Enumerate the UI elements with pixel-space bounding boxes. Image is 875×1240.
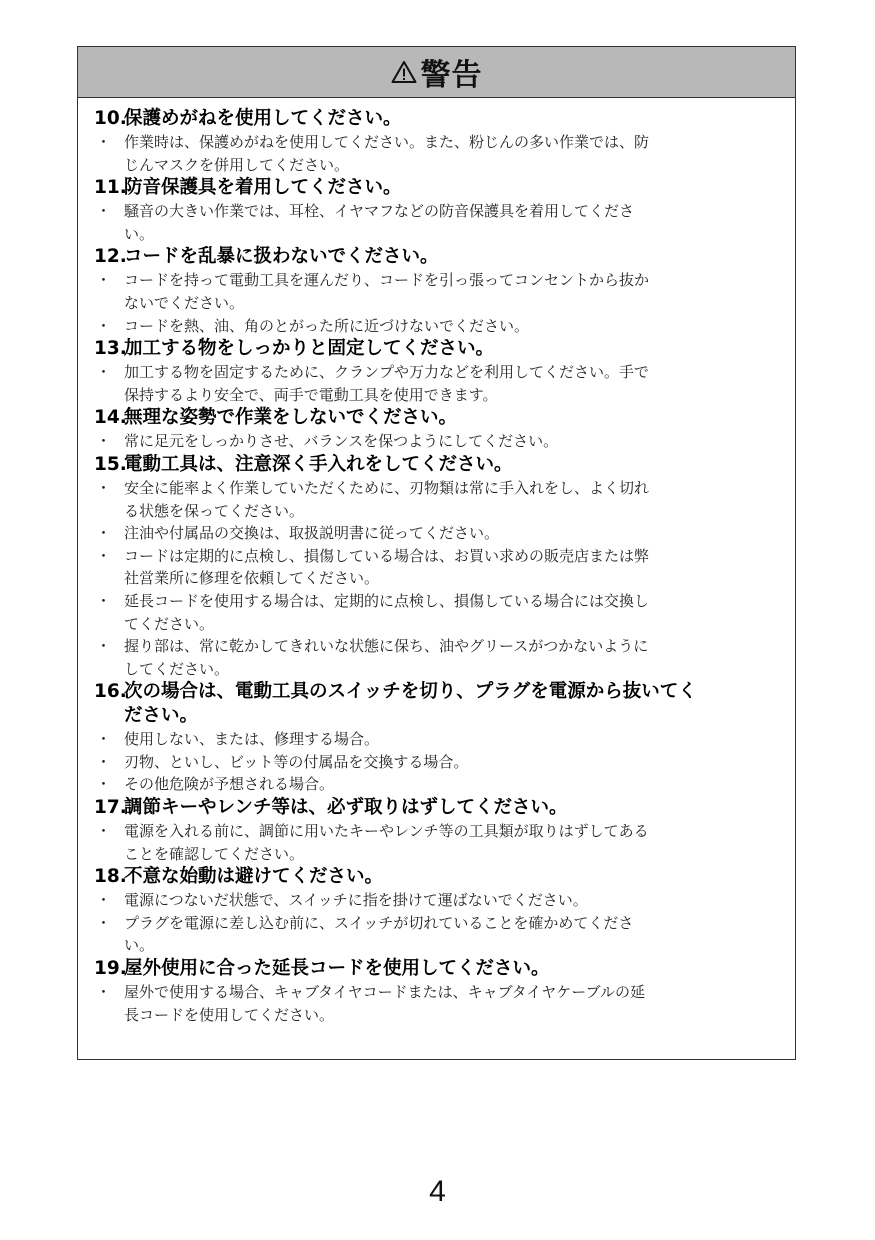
bullet-item (94, 820, 777, 865)
bullet-item (94, 728, 777, 751)
bullet-line: 延長コードを使用する場合は、定期的に点検し、損傷している場合には交換し (124, 591, 650, 610)
bullet-mark: ・ (96, 316, 112, 335)
bullet-line: じんマスクを併用してください。 (124, 155, 350, 174)
bullet-mark: ・ (96, 822, 112, 841)
bullet-text (124, 590, 777, 635)
bullet-line: 作業時は、保護めがねを使用してください。また、粉じんの多い作業では、防 (124, 133, 650, 151)
bullet-text (124, 315, 777, 338)
section-number: 18. (94, 866, 127, 888)
page-number: 4 (429, 1175, 446, 1208)
warning-section (94, 107, 777, 176)
section-heading (94, 337, 777, 361)
bullet-line: コードは定期的に点検し、損傷している場合は、お買い求めの販売店または弊 (124, 546, 650, 565)
bullet-text (124, 200, 777, 245)
bullet-mark: ・ (96, 546, 112, 565)
bullet-line: 電源を入れる前に、調節に用いたキーやレンチ等の工具類が取りはずしてある (124, 822, 649, 841)
bullet-item (94, 590, 777, 635)
bullet-item (94, 751, 777, 774)
bullet-text (124, 361, 777, 406)
bullet-mark: ・ (96, 637, 112, 656)
bullet-line: 安全に能率よく作業していただくために、刃物類は常に手入れをし、よく切れ (124, 478, 650, 497)
bullet-mark: ・ (96, 432, 112, 451)
warning-body (78, 98, 795, 1026)
section-title: 電動工具は、注意深く手入れをしてください。 (124, 453, 513, 475)
section-heading (94, 453, 777, 477)
bullet-mark: ・ (96, 271, 112, 290)
section-number: 11. (94, 177, 127, 199)
bullet-line: ことを確認してください。 (124, 844, 305, 863)
section-number: 15. (94, 453, 127, 475)
bullet-text (124, 912, 777, 957)
bullet-text (124, 889, 777, 912)
section-heading (94, 796, 777, 820)
bullet-mark: ・ (96, 752, 112, 771)
section-heading (94, 176, 777, 200)
bullet-line: 社営業所に修理を依頼してください。 (124, 569, 380, 588)
bullet-item (94, 889, 777, 912)
bullet-mark: ・ (96, 202, 112, 221)
bullet-text (124, 430, 777, 453)
section-title-line: ださい。 (124, 705, 199, 727)
bullet-mark: ・ (96, 133, 112, 151)
bullet-item (94, 131, 777, 176)
bullet-line: 注油や付属品の交換は、取扱説明書に従ってください。 (124, 524, 500, 543)
bullet-mark: ・ (96, 913, 112, 932)
bullet-mark: ・ (96, 524, 112, 543)
section-title: 不意な始動は避けてください。 (124, 866, 384, 888)
bullet-mark: ・ (96, 591, 112, 610)
warning-section (94, 957, 777, 1026)
warning-section (94, 245, 777, 337)
section-number: 13. (94, 338, 127, 360)
bullet-item (94, 361, 777, 406)
bullet-item (94, 200, 777, 245)
section-heading (94, 865, 777, 889)
bullet-item (94, 522, 777, 545)
bullet-mark: ・ (96, 775, 112, 794)
bullet-item (94, 477, 777, 522)
warning-section (94, 865, 777, 957)
bullet-mark: ・ (96, 363, 112, 382)
bullet-text (124, 773, 777, 796)
bullet-line: 電源につないだ状態で、スイッチに指を掛けて運ばないでください。 (124, 891, 588, 910)
bullet-mark: ・ (96, 891, 112, 910)
bullet-text (124, 751, 777, 774)
warning-section (94, 337, 777, 406)
warning-section (94, 680, 777, 796)
bullet-line: 加工する物を固定するために、クランプや万力などを利用してください。手で (124, 363, 650, 382)
bullet-line: 騒音の大きい作業では、耳栓、イヤマフなどの防音保護具を着用してくださ (124, 202, 635, 221)
bullet-text (124, 477, 777, 522)
section-number: 17. (94, 797, 127, 819)
bullet-line: コードを熱、油、角のとがった所に近づけないでください。 (124, 316, 530, 335)
bullet-text (124, 522, 777, 545)
bullet-line: その他危険が予想される場合。 (124, 775, 335, 794)
section-number: 16. (94, 681, 127, 703)
bullet-line: 長コードを使用してください。 (124, 1005, 335, 1024)
section-number: 19. (94, 958, 127, 980)
bullet-text (124, 269, 777, 314)
section-number: 14. (94, 407, 127, 429)
section-heading (94, 957, 777, 981)
bullet-item (94, 981, 777, 1026)
bullet-line: てください。 (124, 614, 215, 633)
section-title: 加工する物をしっかりと固定してください。 (124, 338, 495, 360)
bullet-line: してください。 (124, 659, 230, 678)
warning-section (94, 406, 777, 453)
bullet-line: 屋外で使用する場合、キャブタイヤコードまたは、キャブタイヤケーブルの延 (124, 983, 645, 1002)
section-heading (94, 406, 777, 430)
bullet-text (124, 545, 777, 590)
section-title: 屋外使用に合った延長コードを使用してください。 (124, 958, 550, 980)
bullet-line: 使用しない、または、修理する場合。 (124, 730, 380, 749)
section-heading (94, 680, 777, 728)
bullet-mark: ・ (96, 983, 112, 1002)
warning-section (94, 176, 777, 245)
bullet-line: プラグを電源に差し込む前に、スイッチが切れていることを確かめてくださ (124, 913, 634, 932)
bullet-text (124, 981, 777, 1026)
bullet-line: い。 (124, 936, 155, 955)
section-title: 防音保護具を着用してください。 (124, 177, 402, 199)
bullet-line: る状態を保ってください。 (124, 501, 305, 520)
bullet-line: 刃物、といし、ビット等の付属品を交換する場合。 (124, 752, 469, 771)
bullet-item (94, 545, 777, 590)
warning-section (94, 796, 777, 865)
section-title (124, 680, 777, 728)
bullet-text (124, 728, 777, 751)
bullet-mark: ・ (96, 478, 112, 497)
bullet-line: 保持するより安全で、両手で電動工具を使用できます。 (124, 385, 498, 404)
bullet-item (94, 912, 777, 957)
section-title: 調節キーやレンチ等は、必ず取りはずしてください。 (124, 797, 568, 819)
section-number: 12. (94, 246, 127, 268)
warning-section (94, 453, 777, 680)
bullet-item (94, 773, 777, 796)
warning-triangle-icon (391, 60, 417, 84)
bullet-text (124, 131, 777, 176)
bullet-item (94, 430, 777, 453)
section-number: 10. (94, 108, 127, 129)
bullet-line: 常に足元をしっかりさせ、バランスを保つようにしてください。 (124, 432, 559, 451)
warning-box (77, 46, 796, 1060)
bullet-item (94, 269, 777, 314)
warning-header (78, 47, 795, 98)
bullet-item (94, 635, 777, 680)
bullet-line: ないでください。 (124, 293, 245, 312)
section-title-line: 次の場合は、電動工具のスイッチを切り、プラグを電源から抜いてく (124, 681, 697, 703)
warning-title-wrap (391, 50, 483, 94)
section-title: コードを乱暴に扱わないでください。 (124, 246, 439, 268)
bullet-text (124, 820, 777, 865)
bullet-line: 握り部は、常に乾かしてきれいな状態に保ち、油やグリースがつかないように (124, 637, 649, 656)
bullet-item (94, 315, 777, 338)
bullet-line: い。 (124, 224, 155, 243)
section-title: 保護めがねを使用してください。 (124, 108, 402, 129)
bullet-text (124, 635, 777, 680)
section-title: 無理な姿勢で作業をしないでください。 (124, 407, 458, 429)
bullet-line: コードを持って電動工具を運んだり、コードを引っ張ってコンセントから抜か (124, 271, 650, 290)
section-heading (94, 107, 777, 131)
warning-title: 警告 (420, 58, 483, 93)
bullet-mark: ・ (96, 730, 112, 749)
section-heading (94, 245, 777, 269)
